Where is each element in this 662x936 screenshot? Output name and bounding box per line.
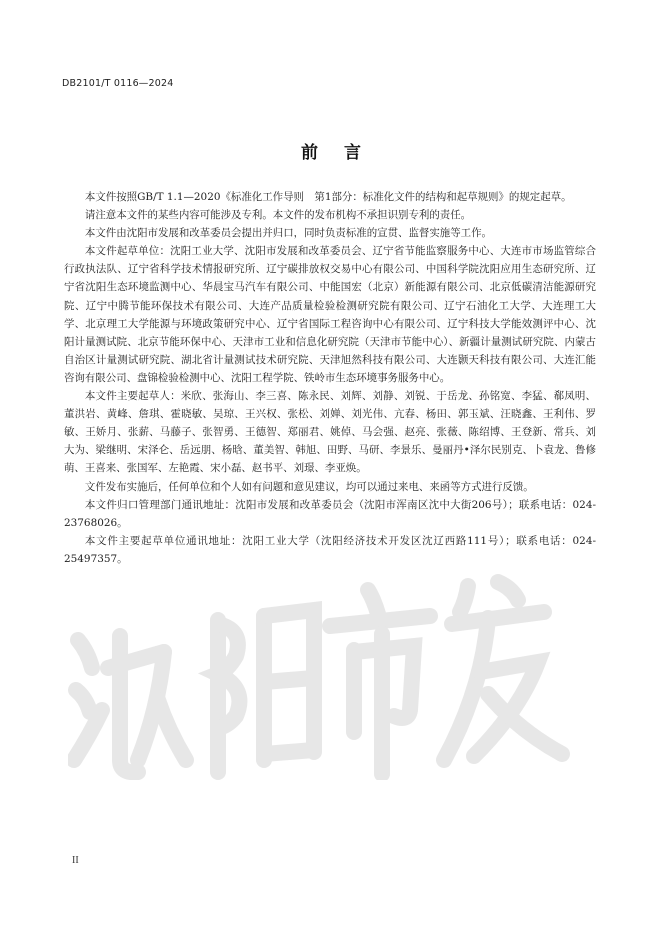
paragraph-drafters: 本文件主要起草人：米欣、张海山、李三喜、陈永民、刘辉、刘静、刘锐、于岳龙、孙铭宽、李猛、郗凤明、董洪岩、黄峰、詹琪、霍晓敏、吴琼、王兴权、张松、刘婵、刘光伟、亢春、杨田、郭玉斌、汪晓鑫、王利伟、罗敏、王娇月、张薪、马藤子、张智勇、王德智、郑丽君、姚倬、马会强、赵亮、张薇、陈绍博、王登新、常兵、刘大为、梁继明、宋泽仑、岳远朋、杨晗、董美智、韩旭、田野、马研、李景乐、曼丽丹•泽尔民别克、卜袁龙、鲁修萌、王喜来、张国军、左艳霞、宋小磊、赵书平、刘璟、李亚焕。 — [64, 390, 596, 475]
watermark-strokes — [74, 582, 562, 774]
watermark-seal — [68, 560, 588, 780]
paragraph-drafter-address: 本文件主要起草单位通讯地址：沈阳工业大学（沈阳经济技术开发区沈辽西路111号）；联系电话：024-25497357。 — [64, 534, 596, 565]
paragraph-feedback: 文件发布实施后，任何单位和个人如有问题和意见建议，均可以通过来电、来函等方式进行反馈。 — [84, 480, 534, 493]
paragraph-patent-notice: 请注意本文件的某些内容可能涉及专利。本文件的发布机构不承担识别专利的责任。 — [84, 209, 472, 222]
paragraph-proposer: 本文件由沈阳市发展和改革委员会提出并归口，同时负责标准的宣贯、监督实施等工作。 — [84, 227, 492, 240]
foreword-body — [64, 188, 596, 568]
page-number: II — [72, 855, 79, 866]
paragraph-drafting-rules: 本文件按照GB/T 1.1—2020《标准化工作导则 第1部分：标准化文件的结构和起草规则》的规定起草。 — [84, 191, 572, 203]
standard-code: DB2101/T 0116—2024 — [62, 78, 174, 89]
paragraph-management-address: 本文件归口管理部门通讯地址：沈阳市发展和改革委员会（沈阳市浑南区沈中大街206号）；联系电话：024-23768026。 — [64, 498, 596, 529]
page-title: 前言 — [301, 143, 387, 163]
paragraph-drafting-units: 本文件起草单位：沈阳工业大学、沈阳市发展和改革委员会、辽宁省节能监察服务中心、大连市市场监管综合行政执法队、辽宁省科学技术情报研究所、辽宁碳排放权交易中心有限公司、中国科学院沈阳应用生态研究所、辽宁省沈阳生态环境监测中心、华晨宝马汽车有限公司、中能国宏（北京）新能源有限公司、北京低碳清洁能源研究院、辽宁中腾节能环保技术有限公司、大连产品质量检验检测研究院有限公司、辽宁石油化工大学、大连理工大学、北京理工大学能源与环境政策研究中心、辽宁省国际工程咨询中心有限公司、辽宁科技大学能效测评中心、沈阳计量测试院、北京节能环保中心、天津市工业和信息化研究院（天津市节能中心）、新疆计量测试研究院、内蒙古自治区计量测试研究院、湖北省计量测试技术研究院、天津旭然科技有限公司、大连颢天科技有限公司、大连汇能咨询有限公司、盘锦检验检测中心、沈阳工程学院、铁岭市生态环境事务服务中心。 — [64, 245, 596, 384]
